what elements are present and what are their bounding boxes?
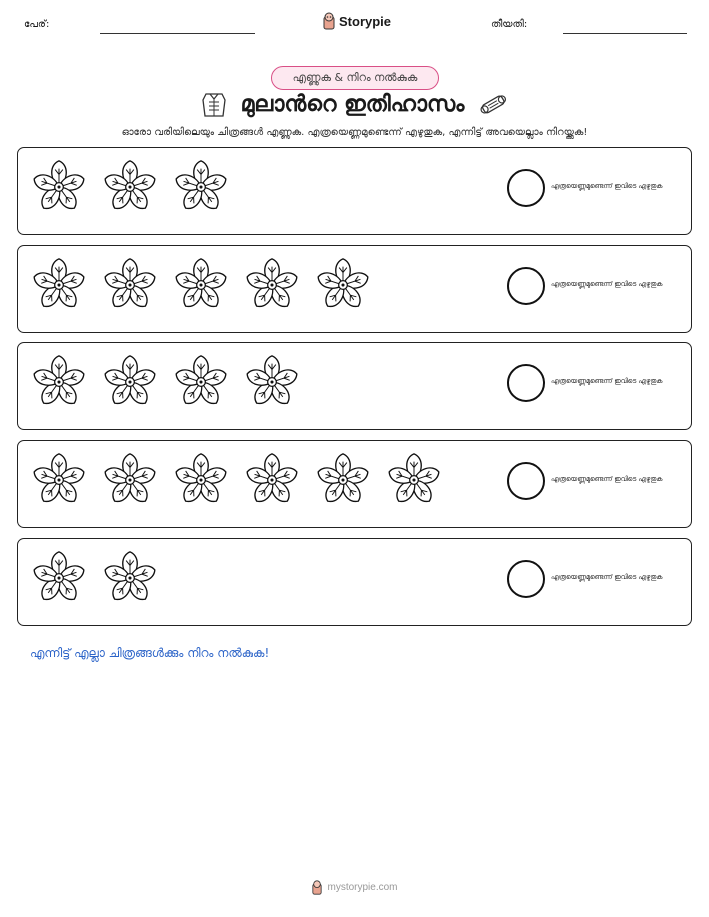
answer-hint: എത്രയെണ്ണമുണ്ടെന്ന് ഇവിടെ എഴുതുക — [551, 377, 663, 385]
page-title: മുലാൻറെ ഇതിഹാസം — [240, 91, 465, 117]
flower-icon — [101, 549, 159, 607]
answer-hint: എത്രയെണ്ണമുണ്ടെന്ന് ഇവിടെ എഴുതുക — [551, 280, 663, 288]
flower-icon — [30, 158, 88, 216]
flower-icon — [30, 353, 88, 411]
answer-circle[interactable] — [507, 267, 545, 305]
counting-row — [17, 538, 692, 626]
name-write-line[interactable] — [100, 33, 255, 34]
flower-icon — [101, 158, 159, 216]
date-label: തീയതി: — [491, 19, 528, 30]
flower-group — [30, 549, 159, 607]
flower-icon — [30, 451, 88, 509]
storypie-logo-icon — [322, 12, 336, 30]
flower-icon — [243, 451, 301, 509]
storypie-logo-icon — [311, 880, 323, 895]
answer-hint: എത്രയെണ്ണമുണ്ടെന്ന് ഇവിടെ എഴുതുക — [551, 573, 663, 581]
activity-badge — [271, 66, 439, 90]
counting-row — [17, 342, 692, 430]
flower-icon — [30, 549, 88, 607]
brand-logo — [322, 12, 391, 30]
flower-icon — [172, 353, 230, 411]
answer-circle[interactable] — [507, 364, 545, 402]
flower-icon — [314, 451, 372, 509]
answer-circle[interactable] — [507, 169, 545, 207]
brand-name: Storypie — [339, 13, 392, 29]
answer-hint: എത്രയെണ്ണമുണ്ടെന്ന് ഇവിടെ എഴുതുക — [551, 475, 663, 483]
name-label: പേര്: — [24, 19, 50, 30]
flower-icon — [172, 451, 230, 509]
activity-label: എണ്ണുക & നിറം നൽകുക — [292, 71, 418, 84]
flower-icon — [101, 353, 159, 411]
flower-group — [30, 158, 230, 216]
flower-group — [30, 353, 301, 411]
flower-icon — [172, 158, 230, 216]
counting-row — [17, 440, 692, 528]
instructions: ഓരോ വരിയിലെയും ചിത്രങ്ങൾ എണ്ണുക. എത്രയെണ്ണമുണ്ടെന്ന് എഴുതുക, എന്നിട്ട് അവയെല്ലാം നിറയ്ക്കുക! — [121, 127, 588, 138]
flower-icon — [385, 451, 443, 509]
flower-icon — [30, 256, 88, 314]
counting-row — [17, 245, 692, 333]
answer-hint: എത്രയെണ്ണമുണ്ടെന്ന് ഇവിടെ എഴുതുക — [551, 182, 663, 190]
website-url: mystorypie.com — [327, 882, 398, 893]
scroll-icon — [478, 91, 508, 117]
armor-icon — [201, 90, 227, 118]
flower-group — [30, 451, 443, 509]
footer-website — [0, 880, 709, 895]
answer-circle[interactable] — [507, 462, 545, 500]
counting-row — [17, 147, 692, 235]
flower-icon — [243, 353, 301, 411]
flower-group — [30, 256, 372, 314]
flower-icon — [314, 256, 372, 314]
date-write-line[interactable] — [563, 33, 687, 34]
title-row — [0, 90, 709, 118]
color-instruction: എന്നിട്ട് എല്ലാ ചിത്രങ്ങൾക്കും നിറം നൽകുക! — [30, 646, 270, 660]
flower-icon — [101, 256, 159, 314]
flower-icon — [172, 256, 230, 314]
flower-icon — [101, 451, 159, 509]
answer-circle[interactable] — [507, 560, 545, 598]
flower-icon — [243, 256, 301, 314]
